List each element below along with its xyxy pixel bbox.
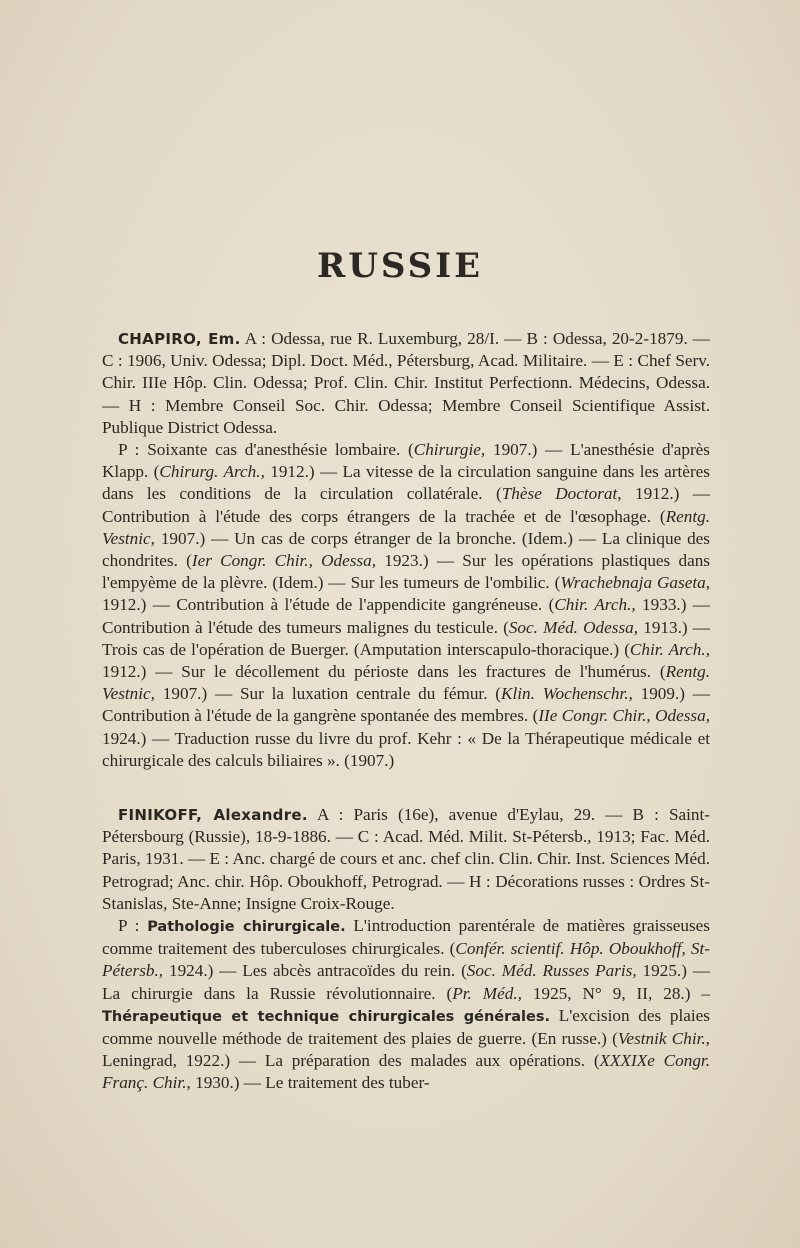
citation-source: Rentg. Vestnic, (102, 662, 710, 704)
entry-details: A : Paris (16e), avenue d'Eylau, 29. — B : Saint-Pétersbourg (Russie), 18-9-1886. — C : Acad. Méd. Milit. St-Pétersb., 1913; Fac. Méd. Paris, 1931. — E : Anc. chargé de cours et anc. chef clin. Clin. Chir. Inst. Sciences Méd. Petrograd; Anc. chir. Hôp. Oboukhoff, Petrograd. — H : Décorations russes : Ordres St-Stanislas, Ste-Anne; Insigne Croix-Rouge. (102, 805, 711, 913)
citation-source: Wrachebnaja Gaseta, (560, 573, 710, 593)
citation-source: Chirurg. Arch., (159, 462, 265, 482)
citation-source: Pr. Méd., (452, 983, 522, 1003)
citation-source: Chirurgie, (413, 440, 486, 460)
entry-publications: P : Pathologie chirurgicale. L'introduction parentérale de matières graisseuses comme traitement des tuberculoses chirurgicales. (Confér. scientif. Hôp. Oboukhoff, St-Pétersb., 1924.) — Les abcès antracoïdes du rein. (Soc. Méd. Russes Paris, 1925.) — La chirurgie dans la Russie révolutionnaire. (Pr. Méd., 1925, N° 9, II, 28.) – Thérapeutique et technique chirurgicales générales. L'excision des plaies comme nouvelle méthode de traitement des plaies de guerre. (En russe.) (Vestnik Chir., Leningrad, 1922.) — La préparation des malades aux opérations. (XXXIXe Congr. Franç. Chir., 1930.) — Le traitement des tuber- (102, 916, 711, 1093)
entry-chapiro (102, 328, 710, 772)
rubric-heading: Pathologie chirurgicale. (147, 919, 346, 936)
citation-source: Soc. Méd. Russes Paris, (466, 961, 637, 981)
citation-source: Klin. Wochenschr., (501, 684, 633, 704)
citation-source: Vestnik Chir., (617, 1029, 710, 1049)
citation-source: Chir. Arch., (554, 595, 636, 615)
entry-details: A : Odessa, rue R. Luxemburg, 28/I. — B : Odessa, 20-2-1879. — C : 1906, Univ. Odessa; Dipl. Doct. Méd., Pétersburg, Acad. Militaire. — E : Chef Serv. Chir. IIIe Hôp. Clin. Odessa; Prof. Clin. Chir. Institut Perfectionn. Médecins, Odessa. — H : Membre Conseil Soc. Chir. Odessa; Membre Conseil Scientifique Assist. Publique District Odessa. (102, 329, 710, 437)
citation-source: IIe Congr. Chir., Odessa, (538, 706, 710, 726)
entry-name: CHAPIRO, Em. (118, 330, 241, 348)
entry-name: FINIKOFF, Alexandre. (118, 806, 308, 824)
section-title: RUSSIE (316, 246, 484, 286)
entry-publications: P : Soixante cas d'anesthésie lombaire. (Chirurgie, 1907.) — L'anesthésie d'après Klapp. (Chirurg. Arch., 1912.) — La vitesse de la circulation sanguine dans les artères dans les conditions de la circulation collatérale. (Thèse Doctorat, 1912.) — Contribution à l'étude des corps étrangers de la trachée et de l'œsophage. (Rentg. Vestnic, 1907.) — Un cas de corps étranger de la bronche. (Idem.) — La clinique des chondrites. (Ier Congr. Chir., Odessa, 1923.) — Sur les opérations plastiques dans l'empyème de la plèvre. (Idem.) — Sur les tumeurs de l'ombilic. (Wrachebnaja Gaseta, 1912.) — Contribution à l'étude de l'appendicite gangréneuse. (Chir. Arch., 1933.) — Contribution à l'étude des tumeurs malignes du testicule. (Soc. Méd. Odessa, 1913.) — Trois cas de l'opération de Buerger. (Amputation interscapulo-thoracique.) (Chir. Arch., 1912.) — Sur le décollement du périoste dans les fractures de l'humérus. (Rentg. Vestnic, 1907.) — Sur la luxation centrale du fémur. (Klin. Wochenschr., 1909.) — Contribution à l'étude de la gangrène spontanée des membres. (IIe Congr. Chir., Odessa, 1924.) — Traduction russe du livre du prof. Kehr : « De la Thérapeutique médicale et chirurgicale des calculs biliaires ». (1907.) (102, 440, 710, 770)
citation-source: XXXIXe Congr. Franç. Chir., (102, 1051, 710, 1093)
citation-source: Rentg. Vestnic, (102, 506, 710, 548)
citation-source: Chir. Arch., (629, 639, 710, 659)
citation-source: Confér. scientif. Hôp. Oboukhoff, St-Pétersb., (102, 939, 710, 981)
entry-identity (102, 328, 710, 439)
entry-finikoff (102, 804, 710, 1095)
entry-identity (102, 804, 710, 915)
citation-source: Thèse Doctorat, (501, 484, 622, 504)
citation-source: Soc. Méd. Odessa, (508, 617, 639, 637)
citation-source: Ier Congr. Chir., Odessa, (191, 551, 376, 571)
rubric-heading: Thérapeutique et technique chirurgicales générales. (102, 1008, 550, 1025)
